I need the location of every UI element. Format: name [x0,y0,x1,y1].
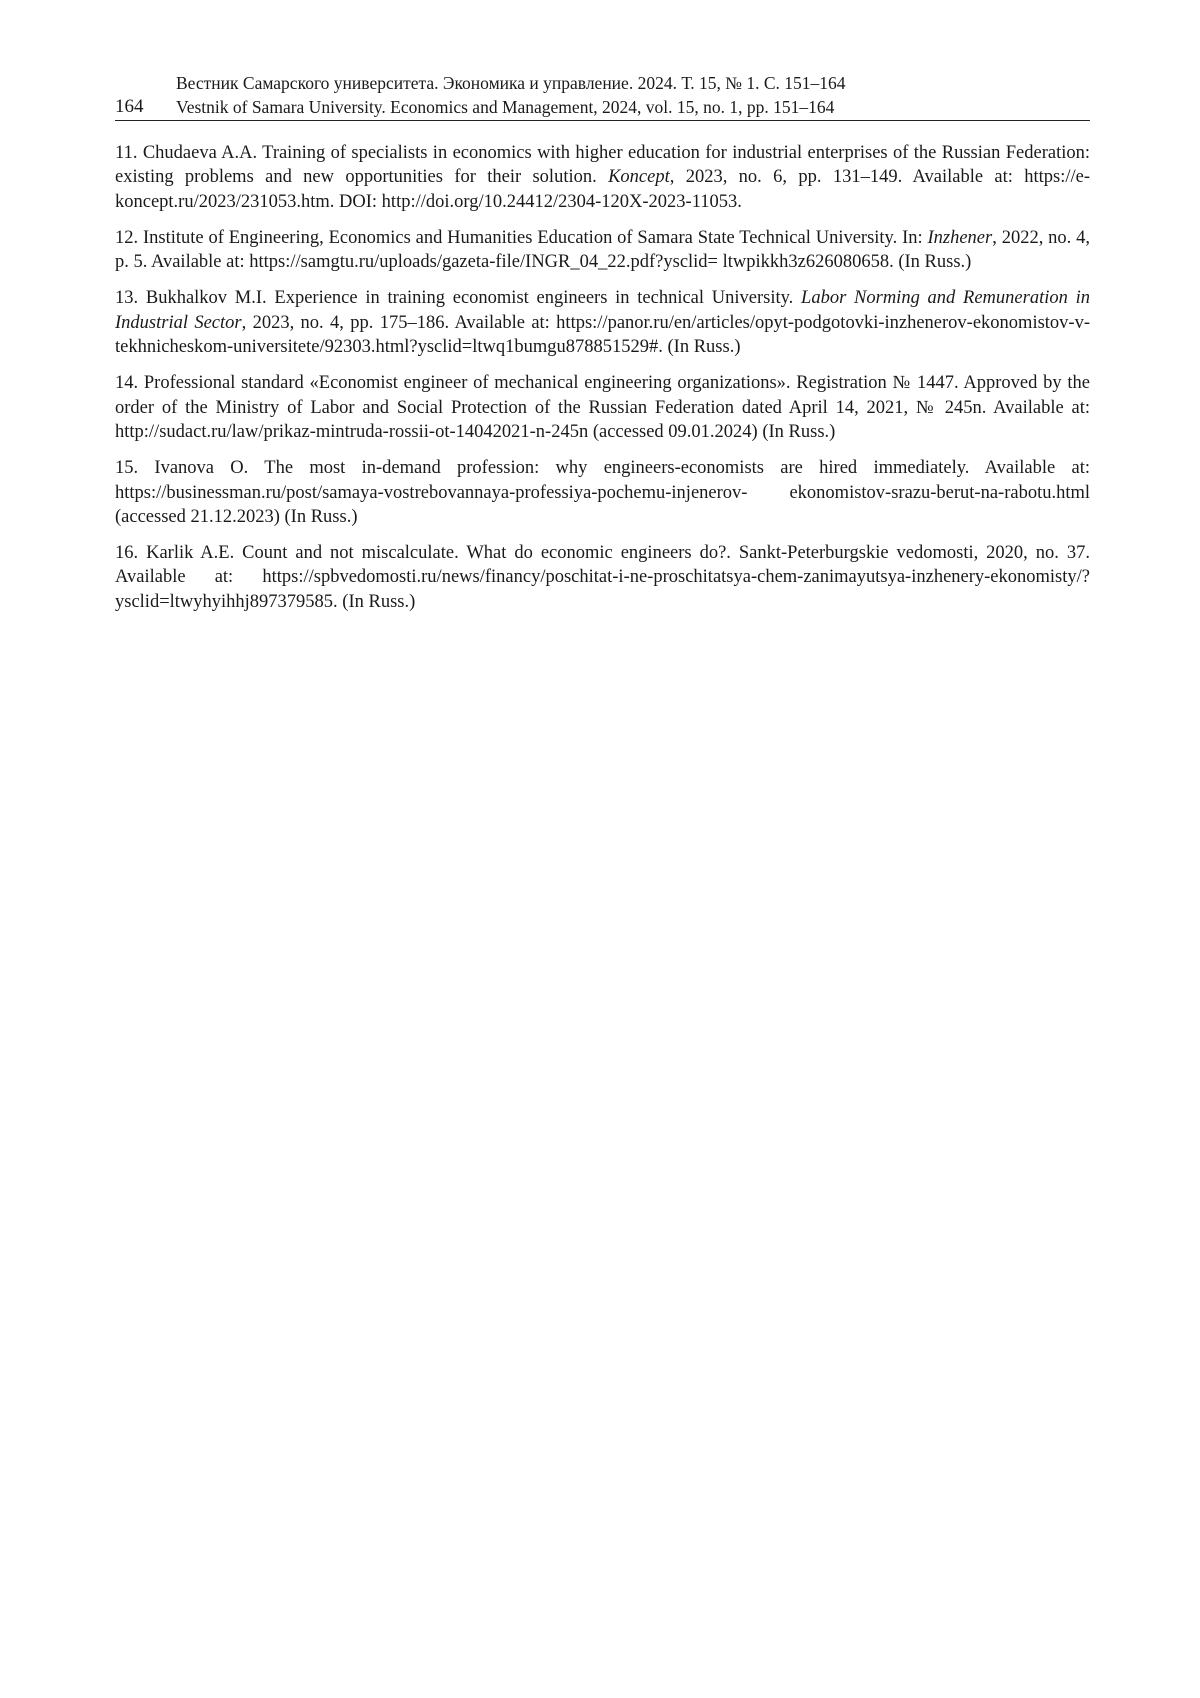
reference-source-title: Inzhener [927,227,993,248]
reference-item-12 [115,226,1090,275]
page-number: 164 [115,96,144,117]
reference-item-11 [115,141,1090,214]
reference-text: , 2022, no. 4, p. 5. Available at: https://samgtu.ru/uploads/gazeta-file/INGR_04_22.pdf?ysclid= ltwpikkh3z626080658. (In Russ.) [115,227,1090,273]
reference-text: 14. Professional standard «Economist engineer of mechanical engineering organizations». Registration № 1447. Approved by the order of the Ministry of Labor and Social Protection of the Russian Federation dated April 14, 2021, № 245n. Available at: http://sudact.ru/law/prikaz-mintruda-rossii-ot-14042021-n-245n (accessed 09.01.2024) (In Russ.) [115,373,1090,442]
reference-list [115,141,1090,626]
reference-source-title: Labor Norming and Remuneration in Industrial Sector [115,288,1090,333]
reference-text: 11. Chudaeva A.A. Training of specialists in economics with higher education for industrial enterprises of the Russian Federation: existing problems and new opportunities for their solution. [115,143,1090,188]
reference-text: 13. Bukhalkov M.I. Experience in training economist engineers in technical University. [115,288,802,309]
running-header [115,70,1090,121]
reference-text: , 2023, no. 6, pp. 131–149. Available at: https://e-koncept.ru/2023/231053.htm. DOI: http://doi.org/10.24412/2304-120X-2023-11053. [115,167,1090,212]
reference-text: 16. Karlik A.E. Count and not miscalculate. What do economic engineers do?. Sankt-Peterburgskie vedomosti, 2020, no. 37. Available at: https://spbvedomosti.ru/news/financy/poschitat-i-ne-proschitatsya-chem-zanimayutsya-inzhenery-ekonomisty/?ysclid=ltwyhyihhj897379585. (In Russ.) [115,543,1090,612]
journal-title-russian: Вестник Самарского университета. Экономика и управление. 2024. Т. 15, № 1. С. 151–164 [176,73,846,93]
reference-text: , 2023, no. 4, pp. 175–186. Available at: https://panor.ru/en/articles/opyt-podgotovki-inzhenerov-ekonomistov-v-tekhnicheskom-universitete/92303.html?ysclid=ltwq1bumgu878851529#. (In Russ.) [115,312,1090,358]
reference-text: 15. Ivanova O. The most in-demand profession: why engineers-economists are hired immediately. Available at: https://businessman.ru/post/samaya-vostrebovannaya-professiya-pochemu-injenerov- ekonomistov-srazu-berut-na-rabotu.html (accessed 21.12.2023) (In Russ.) [115,458,1090,527]
reference-item-14 [115,371,1090,444]
reference-item-15 [115,456,1090,529]
reference-item-16 [115,541,1090,614]
journal-title-english: Vestnik of Samara University. Economics and Management, 2024, vol. 15, no. 1, pp. 151–164 [176,97,835,117]
reference-text: 12. Institute of Engineering, Economics and Humanities Education of Samara State Technical University. In: [115,227,928,248]
reference-item-13 [115,286,1090,359]
reference-source-title: Koncept [608,167,670,188]
